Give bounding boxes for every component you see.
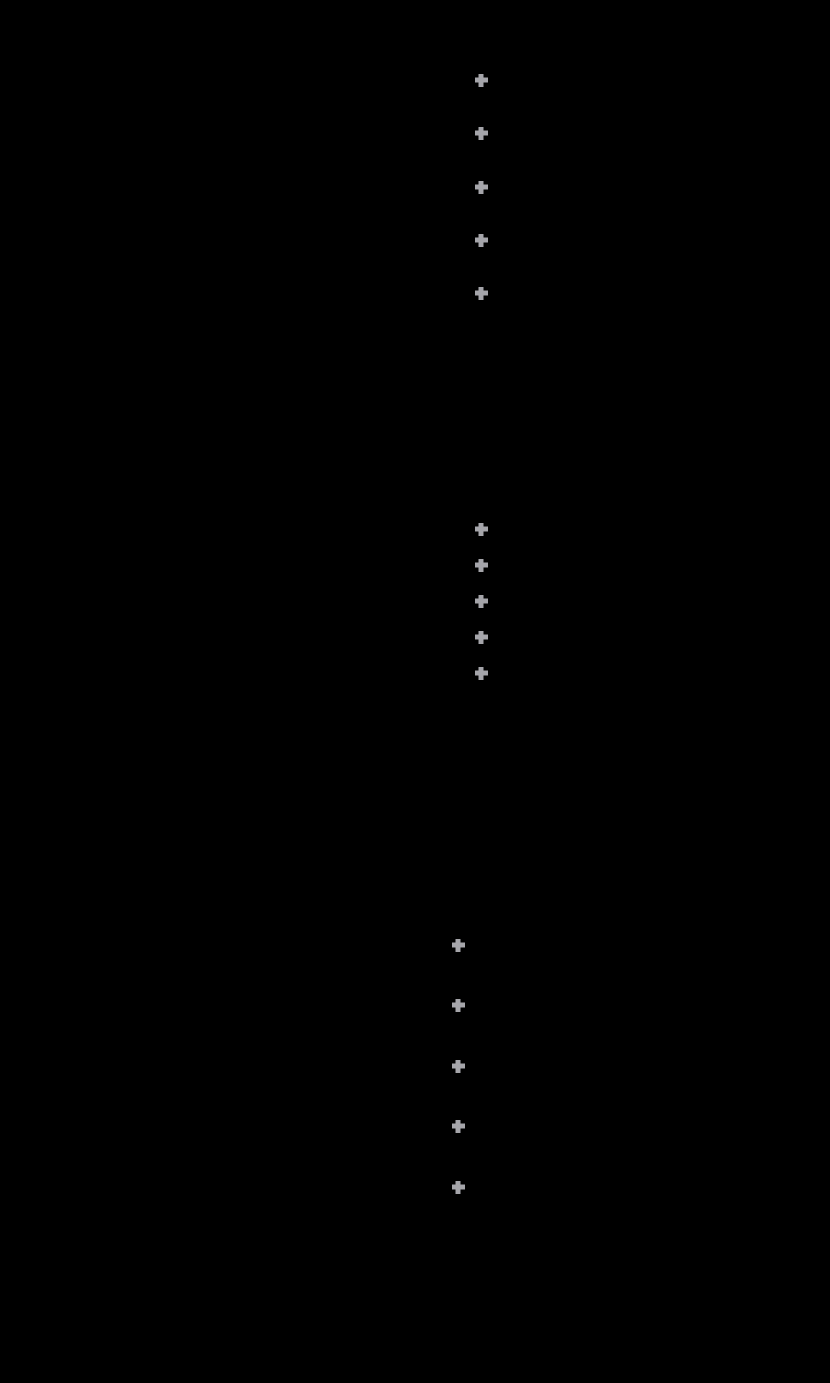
plus-vertical-bar bbox=[456, 999, 461, 1012]
plus-icon[interactable] bbox=[475, 595, 488, 608]
plus-icon[interactable] bbox=[475, 523, 488, 536]
plus-vertical-bar bbox=[479, 181, 484, 194]
plus-vertical-bar bbox=[479, 127, 484, 140]
plus-icon[interactable] bbox=[475, 234, 488, 247]
plus-vertical-bar bbox=[479, 559, 484, 572]
plus-icon[interactable] bbox=[475, 74, 488, 87]
plus-vertical-bar bbox=[456, 1060, 461, 1073]
plus-icon[interactable] bbox=[452, 1120, 465, 1133]
plus-vertical-bar bbox=[479, 667, 484, 680]
plus-icon[interactable] bbox=[452, 939, 465, 952]
plus-vertical-bar bbox=[456, 939, 461, 952]
plus-icon[interactable] bbox=[475, 127, 488, 140]
plus-vertical-bar bbox=[479, 595, 484, 608]
plus-vertical-bar bbox=[479, 631, 484, 644]
plus-vertical-bar bbox=[479, 74, 484, 87]
plus-vertical-bar bbox=[479, 234, 484, 247]
plus-icon[interactable] bbox=[452, 999, 465, 1012]
plus-icon[interactable] bbox=[475, 181, 488, 194]
plus-icon[interactable] bbox=[452, 1181, 465, 1194]
plus-vertical-bar bbox=[456, 1120, 461, 1133]
plus-vertical-bar bbox=[479, 287, 484, 300]
plus-icon[interactable] bbox=[475, 287, 488, 300]
plus-icon[interactable] bbox=[475, 559, 488, 572]
plus-icon[interactable] bbox=[475, 667, 488, 680]
plus-icon[interactable] bbox=[452, 1060, 465, 1073]
plus-vertical-bar bbox=[456, 1181, 461, 1194]
plus-icon[interactable] bbox=[475, 631, 488, 644]
plus-vertical-bar bbox=[479, 523, 484, 536]
